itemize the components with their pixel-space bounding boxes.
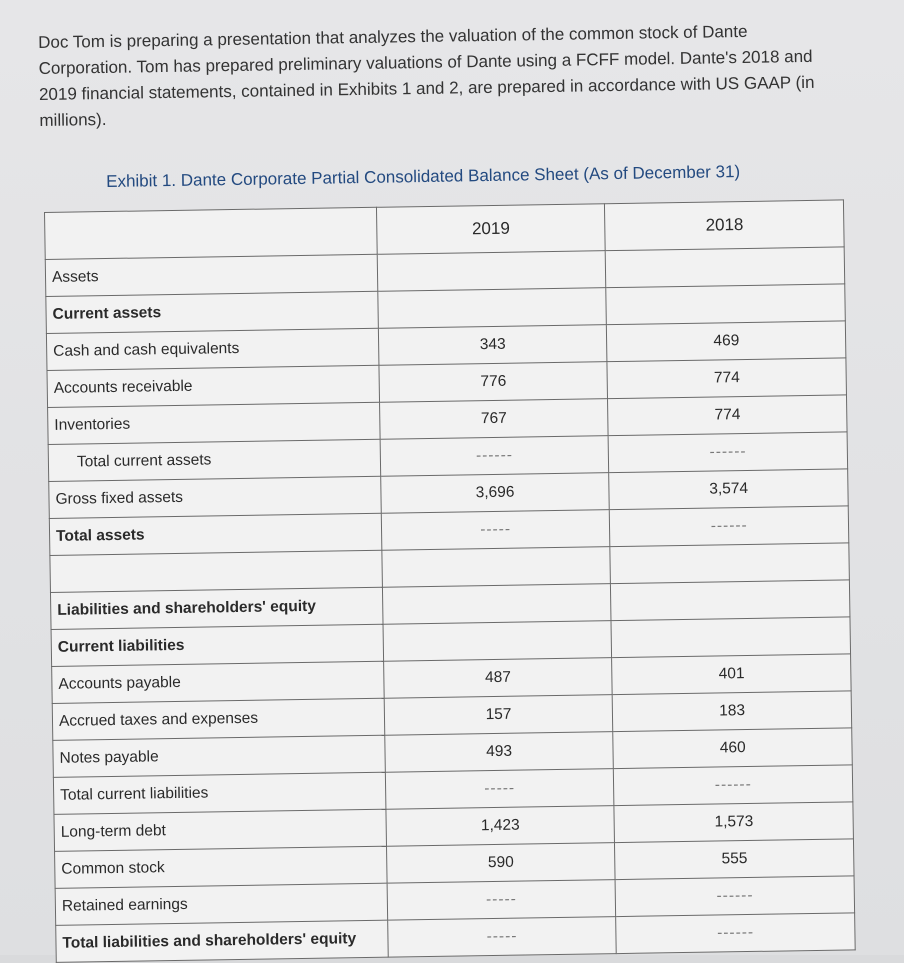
value-2019: 767	[379, 399, 608, 440]
value-2018	[611, 617, 850, 658]
row-label: Notes payable	[53, 735, 385, 777]
value-2018: 3,574	[609, 469, 848, 510]
row-label: Accounts receivable	[47, 365, 379, 407]
value-2018: 774	[608, 395, 847, 436]
row-label: Total assets	[49, 513, 381, 555]
value-2019	[377, 251, 606, 292]
value-2018: 460	[613, 728, 852, 769]
intro-paragraph: Doc Tom is preparing a presentation that analyzes the valuation of the common stock of Dante Corporation. Tom has prepared preliminary valuations of Dante using a FCFF model. Dante's 2018 and 2019 financial statements, contained in Exhibits 1 and 2, are prepared in accordance with US GAAP (in millions).	[38, 21, 815, 130]
value-2018: ------	[614, 765, 853, 806]
value-2018: 1,573	[614, 802, 853, 843]
row-label: Assets	[45, 254, 377, 296]
row-label: Inventories	[48, 402, 380, 444]
value-2018: 774	[607, 358, 846, 399]
value-2019: -----	[387, 880, 616, 921]
value-2018: ------	[610, 506, 849, 547]
row-label: Accounts payable	[52, 661, 384, 703]
value-2018: 555	[615, 839, 854, 880]
value-2018: 183	[613, 691, 852, 732]
row-label: Total liabilities and shareholders' equity	[56, 920, 388, 962]
row-label: Current assets	[46, 291, 378, 333]
value-2019	[382, 584, 611, 625]
header-blank	[45, 207, 377, 259]
row-label: Total current assets	[48, 439, 380, 481]
value-2019: 776	[379, 362, 608, 403]
balance-sheet-table	[44, 199, 856, 962]
row-label: Long-term debt	[54, 809, 386, 851]
value-2018: 401	[612, 654, 851, 695]
value-2019	[382, 547, 611, 588]
row-label	[50, 550, 382, 592]
value-2019: 157	[384, 695, 613, 736]
value-2018	[606, 247, 845, 288]
value-2019: -----	[381, 510, 610, 551]
value-2019: ------	[380, 436, 609, 477]
value-2019: 1,423	[386, 806, 615, 847]
header-2018: 2018	[605, 200, 844, 251]
value-2019	[383, 621, 612, 662]
row-label: Total current liabilities	[53, 772, 385, 814]
row-label: Retained earnings	[55, 883, 387, 925]
row-label: Gross fixed assets	[49, 476, 381, 518]
header-2019: 2019	[376, 204, 605, 255]
value-2018	[610, 543, 849, 584]
value-2018: ------	[616, 913, 855, 954]
value-2018	[611, 580, 850, 621]
value-2019	[378, 288, 607, 329]
row-label: Current liabilities	[51, 624, 383, 666]
value-2019: 487	[383, 658, 612, 699]
row-label: Cash and cash equivalents	[46, 328, 378, 370]
balance-sheet-table-wrap	[44, 199, 856, 962]
value-2018	[606, 284, 845, 325]
exhibit-title: Exhibit 1. Dante Corporate Partial Consolidated Balance Sheet (As of December 31)	[106, 162, 741, 191]
value-2019: -----	[385, 769, 614, 810]
value-2019: 493	[385, 732, 614, 773]
value-2018: 469	[607, 321, 846, 362]
value-2019: 590	[386, 843, 615, 884]
row-label: Accrued taxes and expenses	[52, 698, 384, 740]
value-2018: ------	[609, 432, 848, 473]
value-2019: 3,696	[380, 473, 609, 514]
value-2019: 343	[378, 325, 607, 366]
row-label: Liabilities and shareholders' equity	[50, 587, 382, 629]
value-2019: -----	[387, 917, 616, 958]
row-label: Common stock	[55, 846, 387, 888]
value-2018: ------	[616, 876, 855, 917]
